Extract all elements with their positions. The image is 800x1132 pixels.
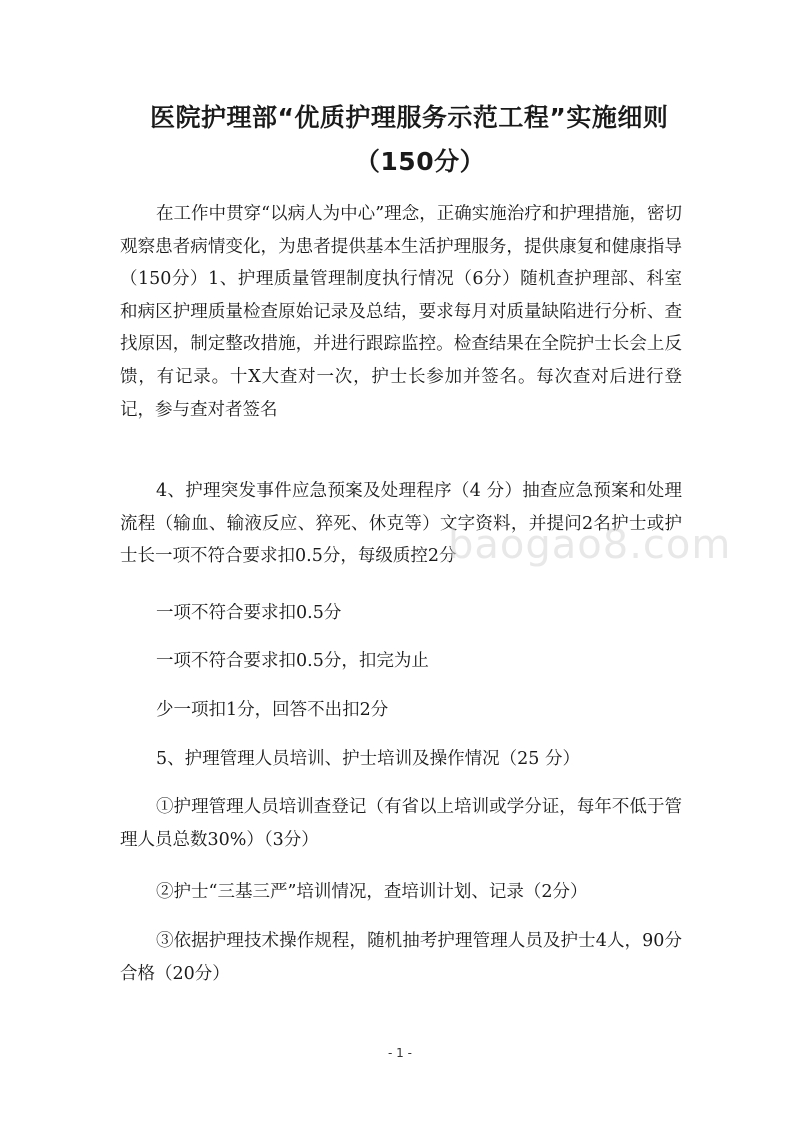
deduction-line-2: 一项不符合要求扣0.5分，扣完为止 [156, 651, 429, 671]
deduction-line-1: 一项不符合要求扣0.5分 [156, 603, 342, 623]
item-4-paragraph: 4、护理突发事件应急预案及处理程序（4 分）抽查应急预案和处理流程（输血、输液反应、猝死、休克等）文字资料，并提问2名护士或护士长一项不符合要求扣0.5分，每级质控2分 [120, 481, 682, 567]
sub-item-3: ③依据护理技术操作规程，随机抽考护理管理人员及护士4人，90分合格（20分） [120, 931, 682, 984]
sub-item-2: ②护士“三基三严”培训情况，查培训计划、记录（2分） [156, 882, 588, 902]
item-5-heading: 5、护理管理人员培训、护士培训及操作情况（25 分） [156, 749, 580, 769]
deduction-line-3: 少一项扣1分，回答不出扣2分 [156, 700, 389, 720]
sub-item-1: ①护理管理人员培训查登记（有省以上培训或学分证，每年不低于管理人员总数30%）（3分） [120, 797, 682, 850]
document-title: 医院护理部“优质护理服务示范工程”实施细则 [150, 103, 669, 132]
page-number: - 1 - [388, 1046, 412, 1060]
intro-paragraph: 在工作中贯穿“以病人为中心”理念，正确实施治疗和护理措施，密切观察患者病情变化，为患者提供基本生活护理服务，提供康复和健康指导（150分）1、护理质量管理制度执行情况（6分）随机查护理部、科室和病区护理质量检查原始记录及总结，要求每月对质量缺陷进行分析、查找原因，制定整改措施，并进行跟踪监控。检查结果在全院护士长会上反馈，有记录。十X大查对一次，护士长参加并签名。每次查对后进行登记，参与查对者签名 [120, 204, 682, 420]
document-title-score: （150分） [354, 147, 486, 176]
watermark: baogao8.com [448, 522, 732, 568]
